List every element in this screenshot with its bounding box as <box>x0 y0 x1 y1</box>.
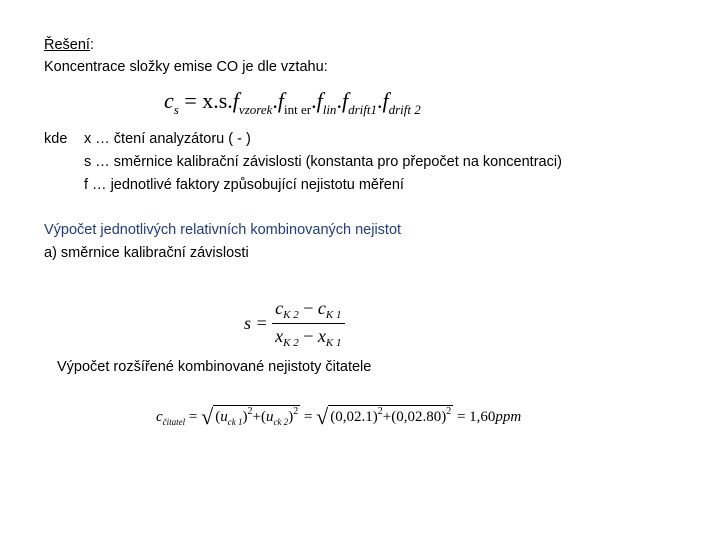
f2-num-minus: − <box>298 298 318 318</box>
section-expanded: Výpočet rozšířené kombinované nejistoty čitatele <box>57 359 372 375</box>
f2-num-sub2: K 1 <box>325 309 342 321</box>
formula-concentration <box>164 88 421 118</box>
f3-radicand-1 <box>213 405 300 427</box>
f1-dot3: . <box>336 88 342 113</box>
f3-paren-open-2: ( <box>260 409 266 425</box>
f3-eq1: = <box>188 409 198 425</box>
intro-text: Koncentrace složky emise CO je dle vztahu: <box>44 59 328 75</box>
f3-val1: (0,02.1) <box>330 409 378 425</box>
f1-f3: f <box>316 88 323 113</box>
f3-result: = 1,60 <box>456 409 496 425</box>
f2-num-c1: c <box>275 298 284 318</box>
f2-num-sub1: K 2 <box>283 309 299 321</box>
f2-num-c2: c <box>317 298 326 318</box>
formula-expanded-uncertainty <box>156 404 521 430</box>
f3-paren-open-1: ( <box>215 409 221 425</box>
f3-lhs-sub: čitatel <box>162 417 186 427</box>
f1-sub-lin: lin <box>322 102 337 117</box>
f3-sub-ck1: ck 1 <box>227 417 243 427</box>
f2-den-x2: x <box>317 326 326 346</box>
f3-radical-2: √ <box>316 404 329 429</box>
f2-denominator <box>272 324 344 349</box>
formula-slope <box>244 298 345 349</box>
f1-f1: f <box>232 88 239 113</box>
f1-f2: f <box>277 88 284 113</box>
f1-sub-drift1: drift1 <box>348 102 377 117</box>
f3-sq3: 2 <box>377 406 383 417</box>
f3-lhs: c <box>156 409 163 425</box>
legend-kde: kde <box>44 131 68 147</box>
f3-u1: u <box>220 409 228 425</box>
legend-item-s: s … směrnice kalibrační závislosti (konstanta pro přepočet na koncentraci) <box>84 154 562 170</box>
f3-plus1: + <box>252 409 261 425</box>
f1-eq: = x.s. <box>184 88 233 113</box>
f3-u2: u <box>265 409 274 425</box>
f2-den-sub2: K 1 <box>325 337 342 349</box>
f1-dot1: . <box>272 88 278 113</box>
subsection-a: a) směrnice kalibrační závislosti <box>44 245 249 261</box>
section-title: Výpočet jednotlivých relativních kombinovaných nejistot <box>44 222 402 238</box>
heading <box>44 37 94 53</box>
f3-plus2: + <box>382 409 392 425</box>
f3-val2: (0,02.80) <box>391 409 447 425</box>
f3-sq1: 2 <box>247 406 253 417</box>
heading-label: Řešení <box>44 37 90 53</box>
f3-sq4: 2 <box>446 406 452 417</box>
f1-sub-inter: int er <box>284 102 312 117</box>
f3-paren-close-1: ) <box>242 409 248 425</box>
f2-den-minus: − <box>298 326 318 346</box>
f1-dot2: . <box>311 88 317 113</box>
f3-paren-close-2: ) <box>288 409 294 425</box>
f3-radical-1: √ <box>201 404 214 429</box>
legend-item-f: f … jednotlivé faktory způsobující nejistotu měření <box>84 177 404 193</box>
f1-sub-vzorek: vzorek <box>238 102 273 117</box>
f3-sub-ck2: ck 2 <box>273 417 289 427</box>
f3-radicand-2 <box>328 405 453 426</box>
f1-sub-drift2: drift 2 <box>388 102 421 117</box>
f1-lhs-sub: s <box>173 102 179 117</box>
f3-sq2: 2 <box>293 406 299 417</box>
f2-numerator <box>272 298 344 324</box>
f2-lhs: s = <box>244 313 268 333</box>
legend-item-x: x … čtení analyzátoru ( - ) <box>84 131 251 147</box>
f2-fraction <box>272 298 344 349</box>
f1-dot4: . <box>376 88 383 113</box>
f1-f4: f <box>341 88 349 113</box>
f1-lhs: c <box>164 88 174 113</box>
heading-colon: : <box>89 37 94 53</box>
f3-eq2: = <box>303 409 313 425</box>
f2-den-x1: x <box>275 326 284 346</box>
f3-unit: ppm <box>495 409 522 425</box>
f1-f5: f <box>382 88 389 113</box>
f2-den-sub1: K 2 <box>283 337 299 349</box>
